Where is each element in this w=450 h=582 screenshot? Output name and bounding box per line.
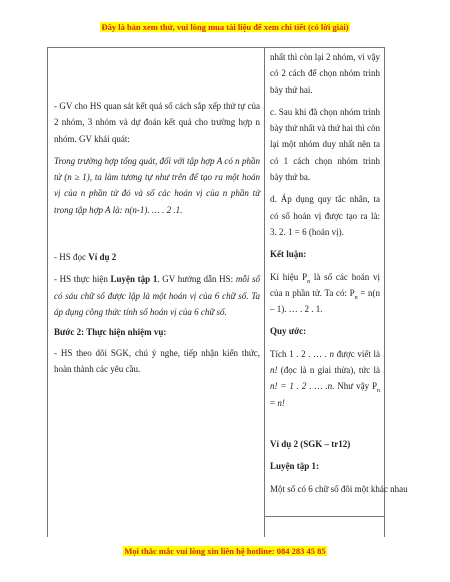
hs-follow-text: - HS theo dõi SGK, chú ý nghe, tiếp nhận kiến thức, hoàn thành các yêu cầu.	[54, 347, 260, 374]
practice1-text: Một số có 6 chữ số đôi một khác nhau	[270, 483, 408, 494]
practice-instruction-text: - HS thực hiện Luyện tập 1. GV hướng dẫn HS: mỗi số có sáu chữ số được lập là một hoán vị của 6 chữ số. Ta áp dụng công thức tính số hoán vị của 6 chữ số.	[54, 274, 260, 317]
gv-observation-text: - GV cho HS quan sát kết quả số cách sắp xếp thứ tự của 2 nhóm, 3 nhóm và dự đoán kết quả cho trường hợp n nhóm. GV khái quát:	[54, 101, 260, 144]
factorial-definition-text: Tích 1 . 2 . … . n được viết là n! (đọc là n giai thừa), tức là n! = 1 . 2 . … .n. Như vậy $P_n = n$!	[270, 348, 380, 408]
student-product-cell	[270, 49, 380, 411]
answer-c-text: c. Sau khi đã chọn nhóm trình bày thứ nhất và thứ hai thì còn lại một nhóm duy nhất nên ta có 1 cách chọn nhóm trình bày thứ ba.	[270, 106, 380, 183]
preview-banner: Đây là bản xem thử, vui lòng mua tài liệu để xem chi tiết (có lời giải)	[101, 22, 349, 32]
answer-b-cont-text: nhất thì còn lại 2 nhóm, vì vậy có 2 cách để chọn nhóm trình bày thứ hai.	[270, 52, 380, 95]
general-case-text: Trong trường hợp tổng quát, đối với tập hợp A có n phần tử (n ≥ 1), ta làm tương tự như trên để tạo ra một hoán vị của n phần tử đó và số các hoán vị của n phần tử trong tập hợp A là: n(n-1). … . 2 .1.	[54, 155, 260, 215]
lesson-table	[47, 47, 408, 537]
step2-heading: Bước 2: Thực hiện nhiệm vụ:	[54, 327, 167, 338]
answer-d-text: d. Áp dụng quy tắc nhân, ta có số hoán vị được tạo ra là: 3. 2. 1 = 6 (hoán vị).	[270, 194, 380, 237]
example-cell	[270, 436, 408, 497]
teacher-activity-cell	[54, 98, 260, 377]
conclusion-heading: Kết luận:	[270, 249, 307, 260]
permutation-notation-text: Kí hiệu $P_n$ là số các hoán vị của n phần tử. Ta có: $P_n = n(n - 1)$. … . 2 . 1.	[270, 271, 380, 315]
practice1-heading: Luyện tập 1:	[270, 461, 320, 472]
convention-heading: Quy ước:	[270, 326, 307, 337]
example2-heading: Ví dụ 2 (SGK – tr12)	[270, 439, 351, 449]
row-divider	[264, 516, 385, 517]
hotline-banner: Mọi thắc mắc vui lòng xin liên hệ hotline: 084 283 45 85	[124, 546, 326, 556]
hs-read-example-text: - HS đọc Ví dụ 2	[54, 252, 117, 263]
column-divider	[264, 48, 265, 537]
